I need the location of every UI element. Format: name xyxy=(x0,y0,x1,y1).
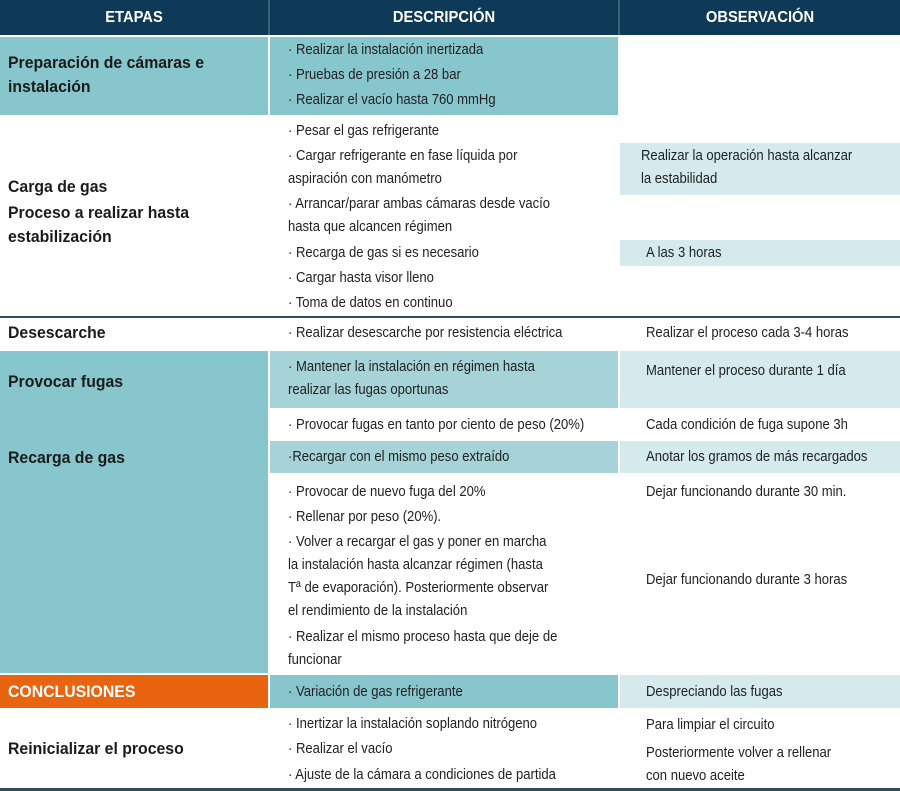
desc-item: · Toma de datos en continuo xyxy=(288,294,453,311)
obs-item: con nuevo aceite xyxy=(646,767,745,784)
desc-item: la instalación hasta alcanzar régimen (hasta xyxy=(288,556,543,573)
header-divider xyxy=(268,0,270,35)
obs-item: Realizar el proceso cada 3-4 horas xyxy=(646,324,849,341)
stage-preparacion-line2: instalación xyxy=(8,77,91,96)
desc-item: · Realizar el vacío hasta 760 mmHg xyxy=(288,91,496,108)
obs-item: Para limpiar el circuito xyxy=(646,716,775,733)
desc-item: funcionar xyxy=(288,651,342,668)
stage-desescarche: Desescarche xyxy=(8,323,106,342)
stage-conclusiones: CONCLUSIONES xyxy=(8,682,136,701)
obs-item: Anotar los gramos de más recargados xyxy=(646,448,868,465)
stage-carga-line1: Carga de gas xyxy=(8,177,108,196)
obs-item: Realizar la operación hasta alcanzar xyxy=(641,147,853,164)
obs-item: Dejar funcionando durante 3 horas xyxy=(646,571,848,588)
desc-item: · Mantener la instalación en régimen hasta xyxy=(288,358,535,375)
row-divider xyxy=(0,316,900,318)
obs-item: Cada condición de fuga supone 3h xyxy=(646,416,848,433)
obs-item: la estabilidad xyxy=(641,170,718,187)
desc-item: realizar las fugas oportunas xyxy=(288,381,449,398)
obs-item: Despreciando las fugas xyxy=(646,683,783,700)
obs-item: Posteriormente volver a rellenar xyxy=(646,744,832,761)
desc-item: · Volver a recargar el gas y poner en marcha xyxy=(288,533,547,550)
obs-item: Dejar funcionando durante 30 min. xyxy=(646,483,847,500)
desc-item: · Pruebas de presión a 28 bar xyxy=(288,66,461,83)
header-descripcion: DESCRIPCIÓN xyxy=(284,0,604,35)
stage-carga xyxy=(8,175,189,249)
desc-item: · Cargar hasta visor lleno xyxy=(288,269,434,286)
desc-item: Tª de evaporación). Posteriormente observar xyxy=(288,579,549,596)
desc-item: · Rellenar por peso (20%). xyxy=(288,508,442,525)
desc-item: · Ajuste de la cámara a condiciones de partida xyxy=(288,766,556,783)
desc-item: · Variación de gas refrigerante xyxy=(288,683,463,700)
stage-provocar-fugas: Provocar fugas xyxy=(8,372,124,391)
desc-item: ·Recargar con el mismo peso extraído xyxy=(288,448,510,465)
obs-item: A las 3 horas xyxy=(646,244,722,261)
desc-item: · Provocar de nuevo fuga del 20% xyxy=(288,483,486,500)
desc-item: · Inertizar la instalación soplando nitrógeno xyxy=(288,715,538,732)
desc-item: · Realizar desescarche por resistencia eléctrica xyxy=(288,324,563,341)
stage-preparacion-line1: Preparación de cámaras e xyxy=(8,53,204,72)
desc-item: · Recarga de gas si es necesario xyxy=(288,244,479,261)
desc-item: hasta que alcancen régimen xyxy=(288,218,453,235)
obs-item: Mantener el proceso durante 1 día xyxy=(646,362,846,379)
stage-carga-line3: estabilización xyxy=(8,227,112,246)
desc-item: aspiración con manómetro xyxy=(288,170,442,187)
header-etapas: ETAPAS xyxy=(11,0,258,35)
desc-item: · Cargar refrigerante en fase líquida por xyxy=(288,147,518,164)
stage-fugas-recarga-bg xyxy=(0,351,268,673)
stage-recarga-gas: Recarga de gas xyxy=(8,448,125,467)
desc-item: · Realizar el mismo proceso hasta que deje de xyxy=(288,628,558,645)
desc-item: · Realizar el vacío xyxy=(288,740,393,757)
desc-item: · Provocar fugas en tanto por ciento de peso (20%) xyxy=(288,416,585,433)
stage-preparacion xyxy=(8,51,204,99)
desc-item: el rendimiento de la instalación xyxy=(288,602,468,619)
header-divider xyxy=(618,0,620,35)
stage-carga-line2: Proceso a realizar hasta xyxy=(8,203,190,222)
stage-reinicializar: Reinicializar el proceso xyxy=(8,739,184,758)
desc-item: · Pesar el gas refrigerante xyxy=(288,122,440,139)
desc-item: · Realizar la instalación inertizada xyxy=(288,41,484,58)
header-observacion: OBSERVACIÓN xyxy=(631,0,889,35)
desc-item: · Arrancar/parar ambas cámaras desde vacío xyxy=(288,195,551,212)
